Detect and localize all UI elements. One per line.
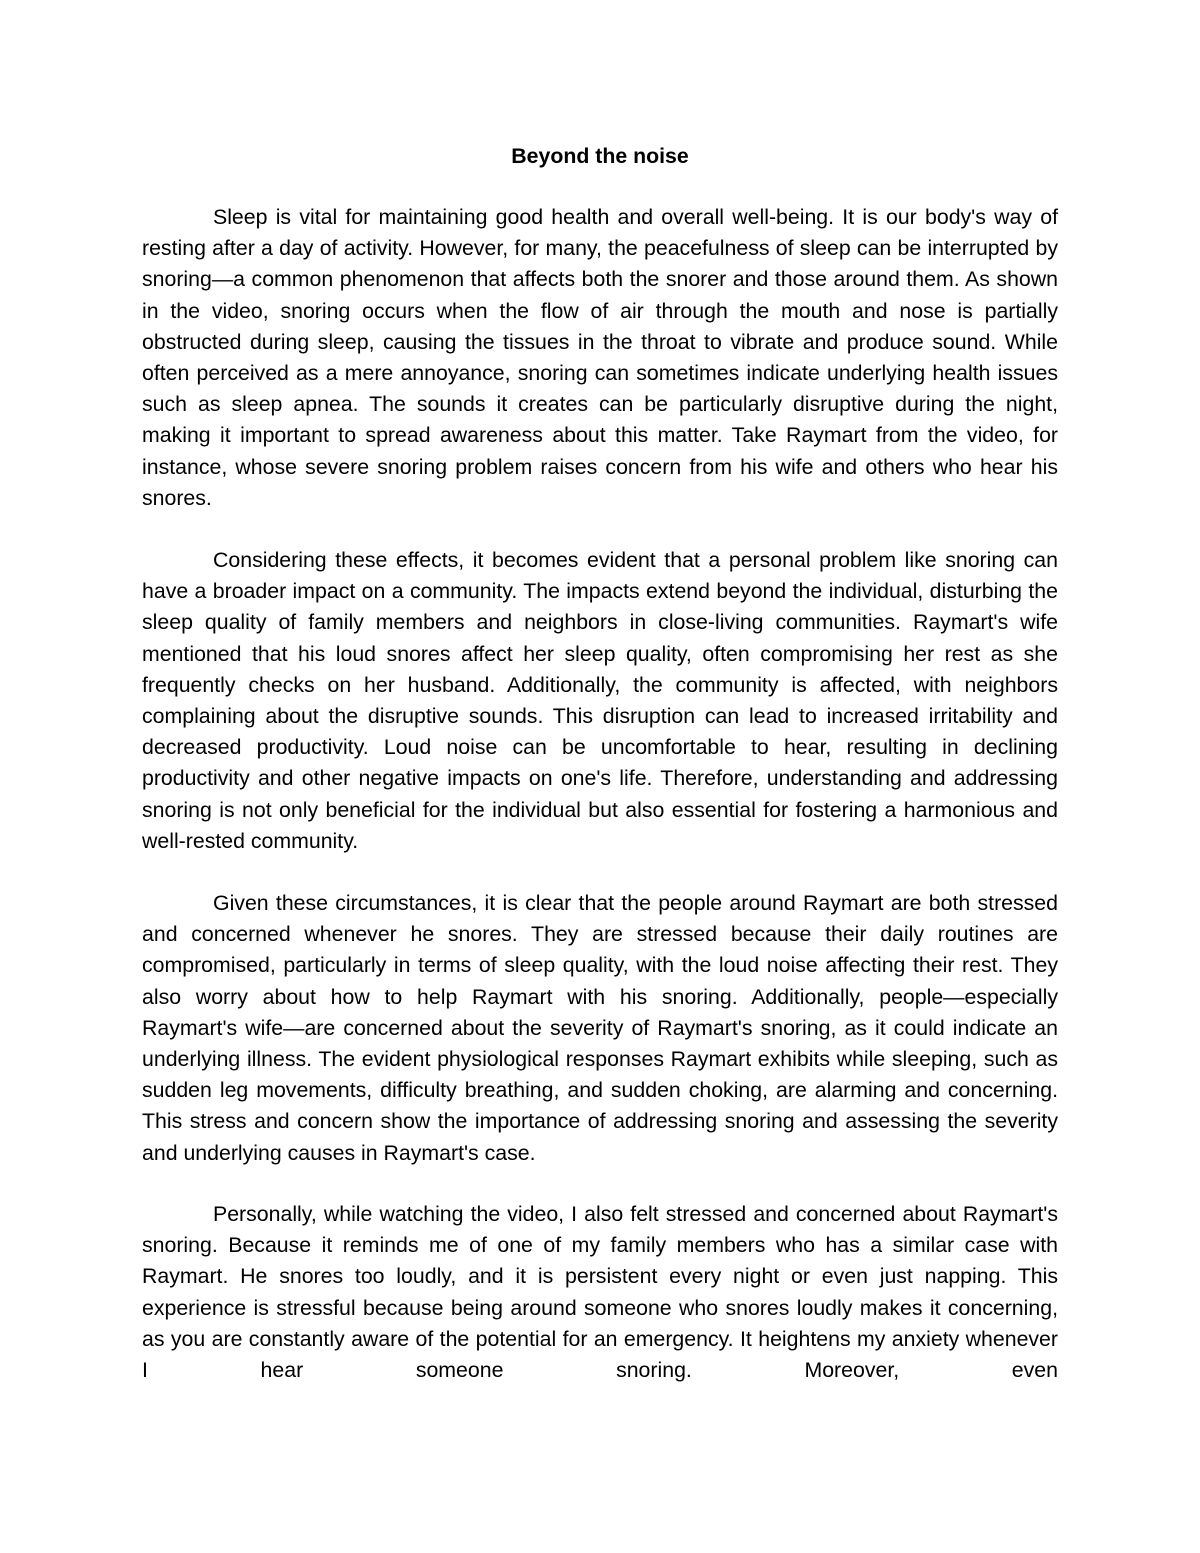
- document-title: Beyond the noise: [511, 144, 689, 168]
- paragraph-1: Sleep is vital for maintaining good health and overall well-being. It is our body's way of resting after a day of activity. However, for many, the peacefulness of sleep can be interrupted by snoring—a common phenomenon that affects both the snorer and those around them. As shown in the video, snoring occurs when the flow of air through the mouth and nose is partially obstructed during sleep, causing the tissues in the throat to vibrate and produce sound. While often perceived as a mere annoyance, snoring can sometimes indicate underlying health issues such as sleep apnea. The sounds it creates can be particularly disruptive during the night, making it important to spread awareness about this matter. Take Raymart from the video, for instance, whose severe snoring problem raises concern from his wife and others who hear his snores.: [142, 205, 1058, 510]
- paragraph-3: Given these circumstances, it is clear that the people around Raymart are both stressed and concerned whenever he snores. They are stressed because their daily routines are compromised, particularly in terms of sleep quality, with the loud noise affecting their rest. They also worry about how to help Raymart with his snoring. Additionally, people—especially Raymart's wife—are concerned about the severity of Raymart's snoring, as it could indicate an underlying illness. The evident physiological responses Raymart exhibits while sleeping, such as sudden leg movements, difficulty breathing, and sudden choking, are alarming and concerning. This stress and concern show the importance of addressing snoring and assessing the severity and underlying causes in Raymart's case.: [142, 891, 1058, 1165]
- paragraph-4: Personally, while watching the video, I also felt stressed and concerned about Raymart's snoring. Because it reminds me of one of my family members who has a similar case with Raymart. He snores too loudly, and it is persistent every night or even just napping. This experience is stressful because being around someone who snores loudly makes it concerning, as you are constantly aware of the potential for an emergency. It heightens my anxiety whenever I hear someone snoring. Moreover, even: [142, 1202, 1058, 1383]
- paragraph-2: Considering these effects, it becomes evident that a personal problem like snoring can have a broader impact on a community. The impacts extend beyond the individual, disturbing the sleep quality of family members and neighbors in close-living communities. Raymart's wife mentioned that his loud snores affect her sleep quality, often compromising her rest as she frequently checks on her husband. Additionally, the community is affected, with neighbors complaining about the disruptive sounds. This disruption can lead to increased irritability and decreased productivity. Loud noise can be uncomfortable to hear, resulting in declining productivity and other negative impacts on one's life. Therefore, understanding and addressing snoring is not only beneficial for the individual but also essential for fostering a harmonious and well-rested community.: [142, 548, 1058, 853]
